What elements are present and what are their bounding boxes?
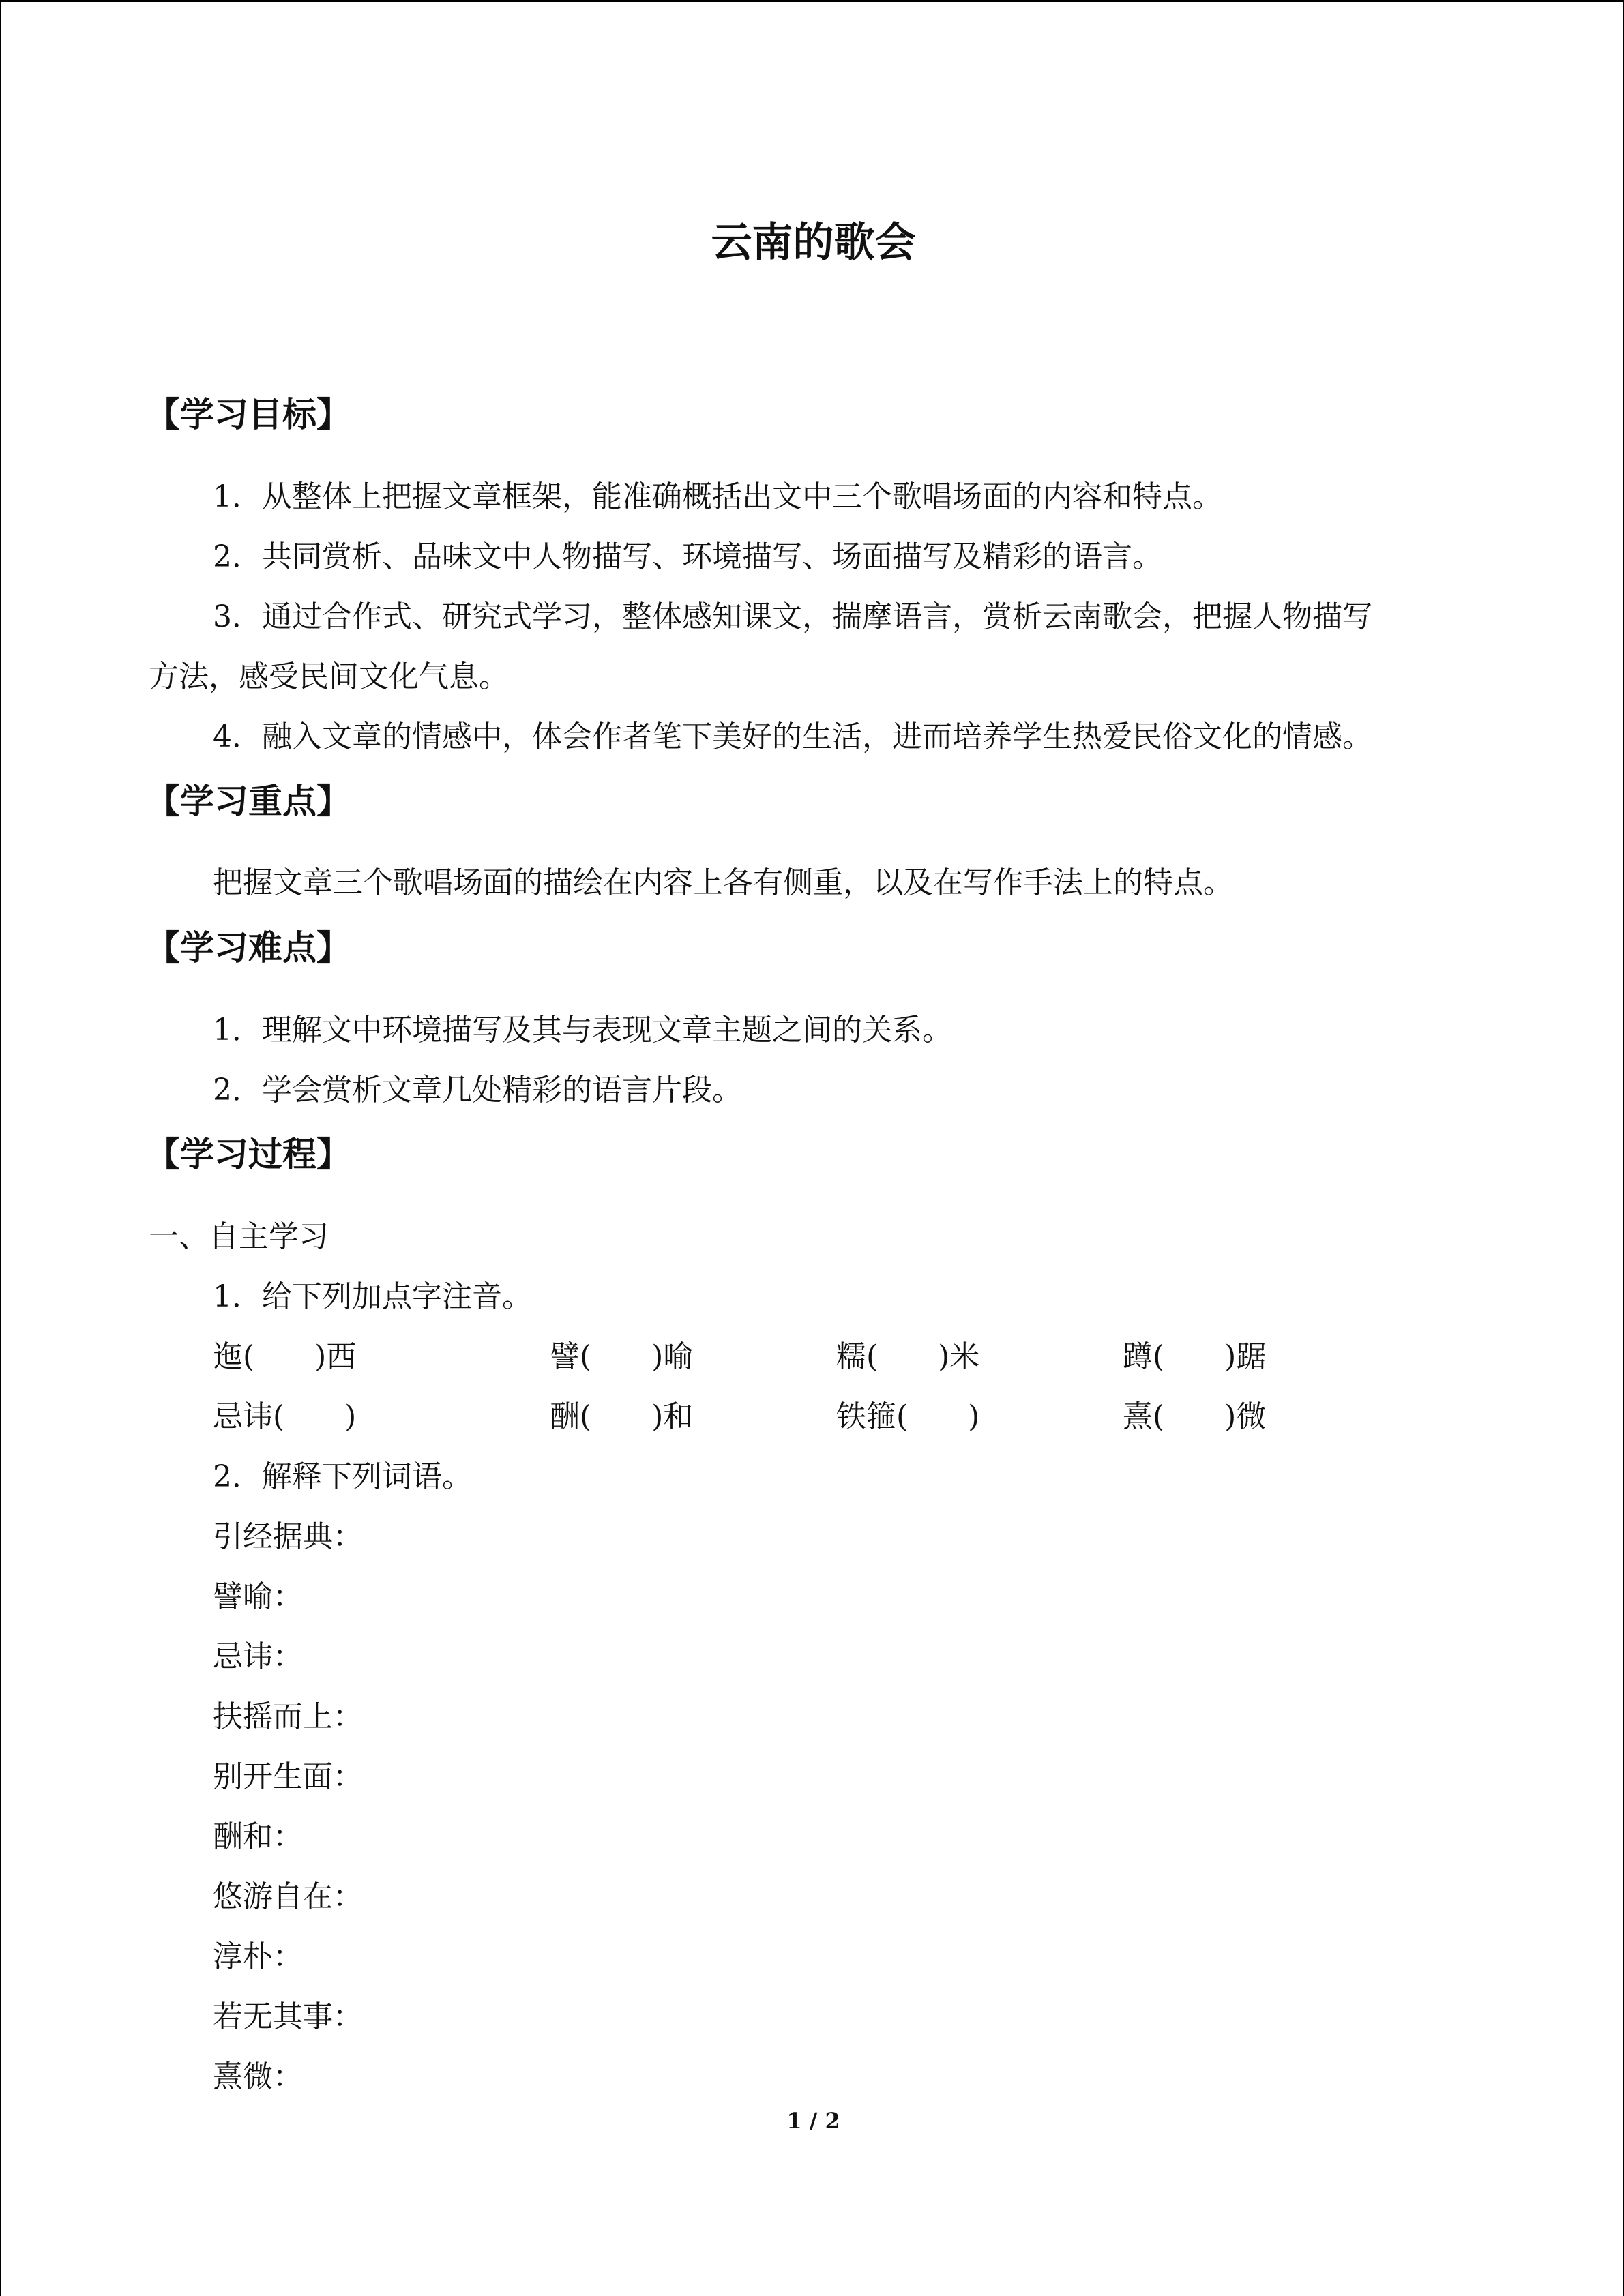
part-self-study: 一、自主学习 xyxy=(149,1219,329,1254)
goal-item-2: 2．共同赏析、品味文中人物描写、环境描写、场面描写及精彩的语言。 xyxy=(213,539,1162,574)
heading-key-points: 【学习重点】 xyxy=(146,781,351,821)
difficulty-item-2: 2．学会赏析文章几处精彩的语言片段。 xyxy=(213,1073,742,1107)
pinyin-cell: 熹( )微 xyxy=(1123,1399,1267,1434)
pinyin-cell: 酬( )和 xyxy=(550,1399,694,1434)
pinyin-cell: 铁箍( ) xyxy=(836,1399,980,1434)
term-item: 悠游自在： xyxy=(213,1879,363,1914)
pinyin-cell: 譬( )喻 xyxy=(550,1339,694,1374)
question-pinyin: 1．给下列加点字注音。 xyxy=(213,1279,532,1314)
pinyin-cell: 糯( )米 xyxy=(836,1339,980,1374)
term-item: 酬和： xyxy=(213,1819,303,1854)
difficulty-item-1: 1．理解文中环境描写及其与表现文章主题之间的关系。 xyxy=(213,1013,952,1047)
key-point-item: 把握文章三个歌唱场面的描绘在内容上各有侧重，以及在写作手法上的特点。 xyxy=(213,865,1233,900)
term-item: 若无其事： xyxy=(213,1999,363,2034)
document-title: 云南的歌会 xyxy=(711,219,916,267)
term-item: 譬喻： xyxy=(213,1579,303,1614)
heading-learning-process: 【学习过程】 xyxy=(146,1135,351,1174)
heading-learning-goals: 【学习目标】 xyxy=(146,395,351,434)
term-item: 淳朴： xyxy=(213,1939,303,1974)
goal-item-1: 1．从整体上把握文章框架，能准确概括出文中三个歌唱场面的内容和特点。 xyxy=(213,479,1222,514)
term-item: 扶摇而上： xyxy=(213,1699,363,1734)
term-item: 熹微： xyxy=(213,2059,303,2094)
goal-item-3-continued: 方法，感受民间文化气息。 xyxy=(149,659,509,694)
pinyin-cell: 忌讳( ) xyxy=(213,1399,357,1434)
goal-item-3: 3．通过合作式、研究式学习，整体感知课文，揣摩语言，赏析云南歌会，把握人物描写 xyxy=(213,599,1372,634)
term-item: 别开生面： xyxy=(213,1759,363,1794)
heading-difficulties: 【学习难点】 xyxy=(146,928,351,968)
pinyin-cell: 蹲( )踞 xyxy=(1123,1339,1267,1374)
pinyin-cell: 迤( )西 xyxy=(213,1339,357,1374)
question-explain-terms: 2．解释下列词语。 xyxy=(213,1459,472,1494)
goal-item-4: 4．融入文章的情感中，体会作者笔下美好的生活，进而培养学生热爱民俗文化的情感。 xyxy=(213,719,1372,754)
term-item: 引经据典： xyxy=(213,1519,363,1554)
page-number: 1 / 2 xyxy=(786,2108,840,2134)
term-item: 忌讳： xyxy=(213,1639,303,1674)
